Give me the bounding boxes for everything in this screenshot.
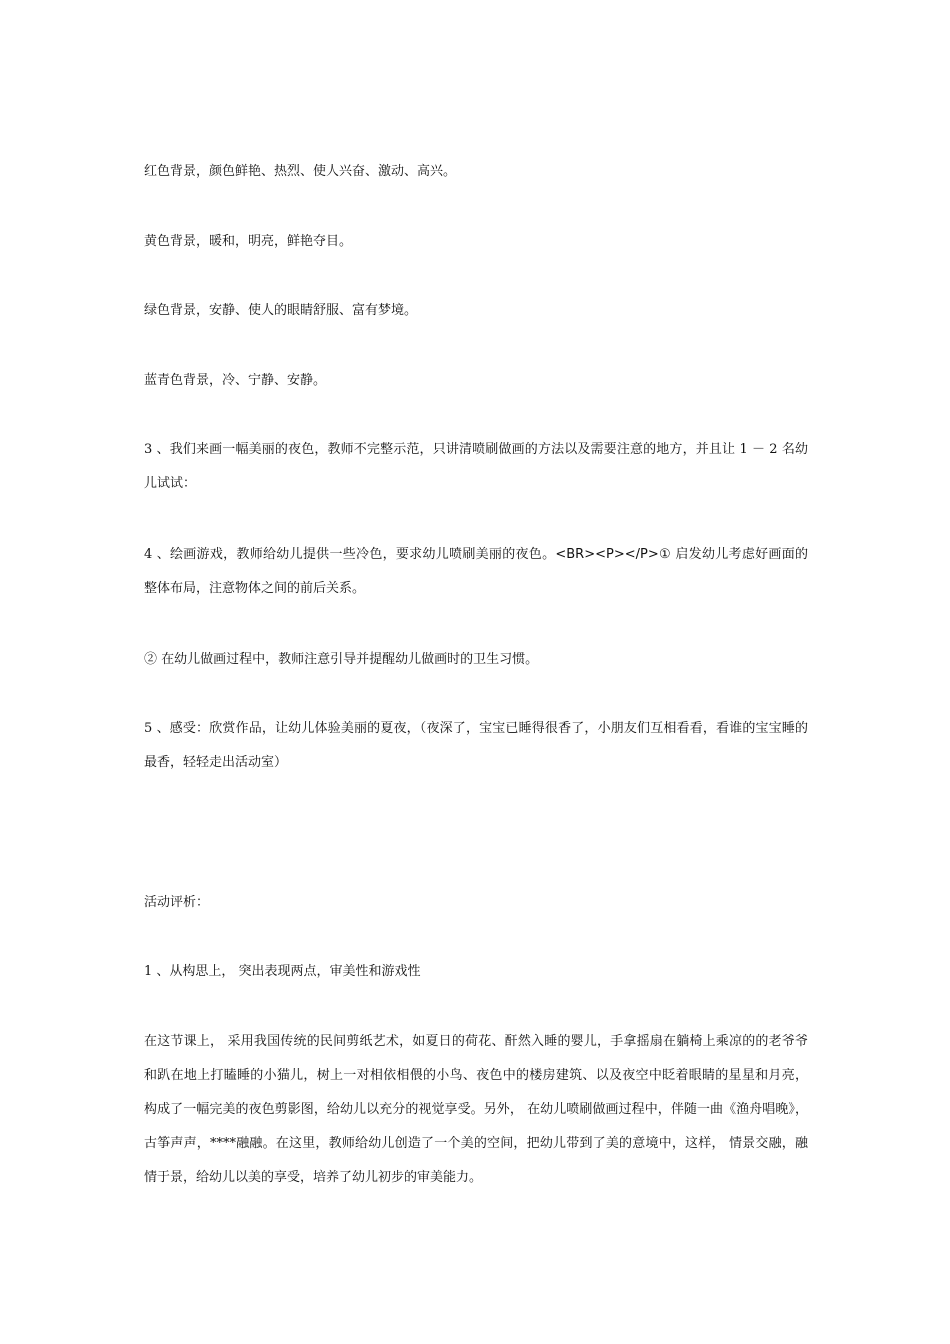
step-4-rest: ① 启发幼儿考虑好画面的整体布局，注意物体之间的前后关系。 bbox=[144, 547, 808, 596]
analysis-heading: 活动评析： bbox=[144, 895, 210, 910]
step-5-paragraph: 5 、感受：欣赏作品，让幼儿体验美丽的夏夜，（夜深了，宝宝已睡得很香了，小朋友们互相看看，看谁的宝宝睡的最香，轻轻走出活动室） bbox=[144, 721, 808, 770]
blue-background-line: 蓝青色背景，冷、宁静、安静。 bbox=[144, 373, 327, 388]
yellow-background-line: 黄色背景，暖和，明亮，鲜艳夺目。 bbox=[144, 234, 353, 249]
analysis-point-1: 1 、从构思上， 突出表现两点，审美性和游戏性 bbox=[144, 964, 421, 979]
red-background-line: 红色背景，颜色鲜艳、热烈、使人兴奋、激动、高兴。 bbox=[144, 164, 457, 179]
point-2-paragraph: ② 在幼儿做画过程中，教师注意引导并提醒幼儿做画时的卫生习惯。 bbox=[144, 652, 539, 667]
step-4-paragraph bbox=[144, 538, 808, 606]
analysis-body-paragraph: 在这节课上， 采用我国传统的民间剪纸艺术，如夏日的荷花、酐然入睡的婴儿，手拿摇扇在躺椅上乘凉的的老爷爷和趴在地上打瞌睡的小猫儿，树上一对相依相偎的小鸟、夜色中的楼房建筑、以及夜空中眨着眼睛的星星和月亮， 构成了一幅完美的夜色剪影图，给幼儿以充分的视觉享受。另外， 在幼儿喷刷做画过程中，伴随一曲《渔舟唱晚》，古筝声声，****融融。在这里，教师给幼儿创造了一个美的空间，把幼儿带到了美的意境中，这样， 情景交融，融情于景，给幼儿以美的享受，培养了幼儿初步的审美能力。 bbox=[144, 1034, 808, 1185]
step-4-text: 4 、绘画游戏，教师给幼儿提供一些冷色，要求幼儿喷刷美丽的夜色。 bbox=[144, 547, 556, 562]
step-4-html-tags: <BR><P></P> bbox=[555, 547, 659, 562]
step-3-paragraph: 3 、我们来画一幅美丽的夜色，教师不完整示范，只讲清喷刷做画的方法以及需要注意的地方，并且让 1 － 2 名幼儿试试： bbox=[144, 442, 808, 491]
green-background-line: 绿色背景，安静、使人的眼睛舒服、富有梦境。 bbox=[144, 303, 418, 318]
